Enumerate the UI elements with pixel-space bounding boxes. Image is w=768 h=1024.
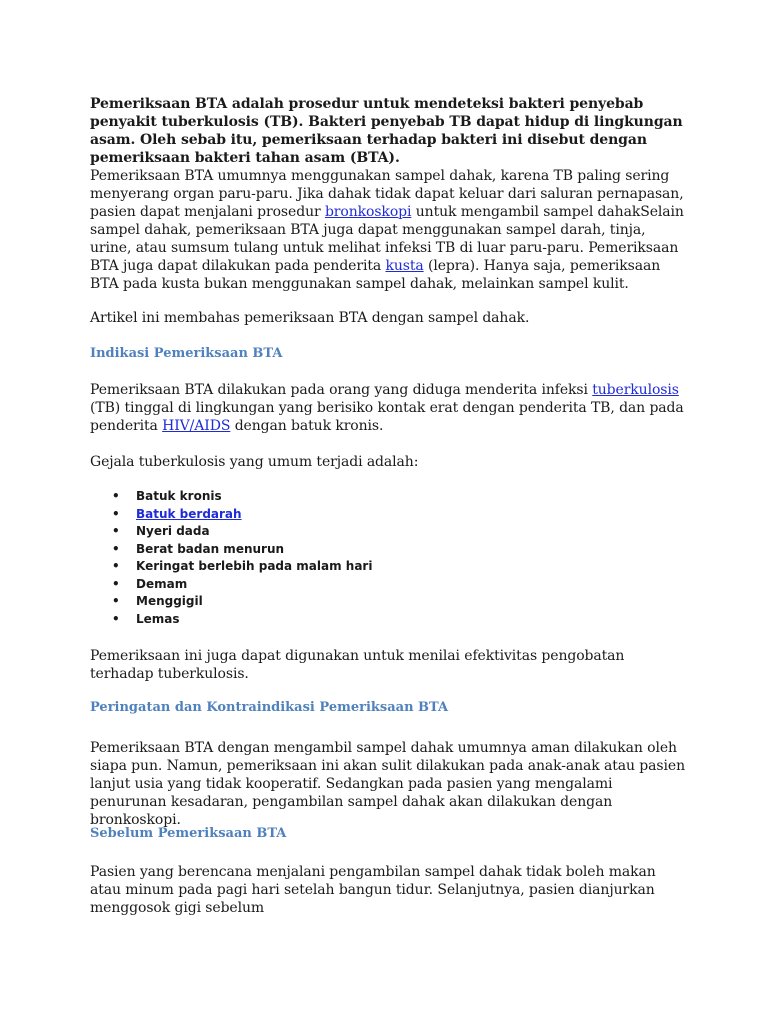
symptom-list xyxy=(90,488,372,628)
list-item xyxy=(90,558,372,576)
symptom-label: Berat badan menurun xyxy=(136,541,285,556)
bullet-icon: • xyxy=(112,611,120,626)
heading-sebelum: Sebelum Pemeriksaan BTA xyxy=(90,826,287,841)
symptom-label: Batuk kronis xyxy=(136,489,222,503)
symptom-label: Keringat berlebih pada malam hari xyxy=(136,559,373,573)
link-bronkoskopi[interactable]: bronkoskopi xyxy=(324,204,412,220)
list-item xyxy=(90,576,372,594)
intro-p2-text-3: (lepra). Hanya saja, pemeriksaan BTA pada kusta bukan menggunakan sampel dahak, melainkan sampel kulit. xyxy=(90,258,661,292)
bullet-icon: • xyxy=(112,541,120,556)
intro-p2-text-1: Pemeriksaan BTA umumnya menggunakan sampel dahak, karena TB paling sering menyerang organ paru-paru. Jika dahak tidak dapat keluar dari saluran pernapasan, pasien dapat menjalani prosedur xyxy=(90,168,684,220)
link-hiv-aids[interactable]: HIV/AIDS xyxy=(162,418,231,434)
list-item xyxy=(90,488,372,506)
list-item xyxy=(90,593,372,611)
bullet-icon: • xyxy=(112,524,120,538)
bullet-icon: • xyxy=(112,559,120,573)
symptom-label: Lemas xyxy=(136,611,180,626)
sebelum-paragraph-1: Pasien yang berencana menjalani pengambilan sampel dahak tidak boleh makan atau minum pada pagi hari setelah bangun tidur. Selanjutnya, pasien dianjurkan menggosok gigi sebelum xyxy=(90,864,656,916)
bullet-icon: • xyxy=(112,594,120,608)
bullet-icon: • xyxy=(112,489,120,503)
intro-paragraph-3: Artikel ini membahas pemeriksaan BTA dengan sampel dahak. xyxy=(90,310,530,326)
peringatan-paragraph-1: Pemeriksaan BTA dengan mengambil sampel dahak umumnya aman dilakukan oleh siapa pun. Namun, pemeriksaan ini akan sulit dilakukan pada anak-anak atau pasien lanjut usia yang tidak kooperatif. Sedangkan pada pasien yang mengalami penurunan kesadaran, pengambilan sampel dahak akan dilakukan dengan bronkoskopi. xyxy=(90,740,685,828)
list-item xyxy=(90,523,372,541)
intro-p2-text-2: untuk mengambil sampel dahakSelain sampel dahak, pemeriksaan BTA juga dapat menggunakan sampel darah, tinja, urine, atau sumsum tulang untuk melihat infeksi TB di luar paru-paru. Pemeriksaan BTA juga dapat dilakukan pada penderita xyxy=(90,204,684,274)
symptom-label: Demam xyxy=(136,576,188,591)
indikasi-paragraph-1 xyxy=(90,381,690,435)
bullet-icon: • xyxy=(112,576,120,591)
indikasi-p1-text-3: dengan batuk kronis. xyxy=(230,418,384,434)
indikasi-p1-text-2: (TB) tinggal di lingkungan yang berisiko kontak erat dengan penderita TB, dan pada penderita xyxy=(90,400,684,434)
intro-paragraph-2 xyxy=(90,167,690,293)
link-kusta[interactable]: kusta xyxy=(385,258,424,274)
list-item xyxy=(90,506,372,524)
bullet-icon: • xyxy=(112,506,120,521)
indikasi-paragraph-3: Pemeriksaan ini juga dapat digunakan untuk menilai efektivitas pengobatan terhadap tuberkulosis. xyxy=(90,648,625,682)
indikasi-paragraph-2: Gejala tuberkulosis yang umum terjadi adalah: xyxy=(90,454,419,470)
intro-bold-paragraph: Pemeriksaan BTA adalah prosedur untuk mendeteksi bakteri penyebab penyakit tuberkulosis (TB). Bakteri penyebab TB dapat hidup di lingkungan asam. Oleh sebab itu, pemeriksaan terhadap bakteri ini disebut dengan pemeriksaan bakteri tahan asam (BTA). xyxy=(90,96,683,166)
symptom-label: Menggigil xyxy=(136,594,203,608)
list-item xyxy=(90,611,372,629)
list-item xyxy=(90,541,372,559)
indikasi-p1-text-1: Pemeriksaan BTA dilakukan pada orang yang diduga menderita infeksi xyxy=(90,382,593,398)
link-tuberkulosis[interactable]: tuberkulosis xyxy=(592,382,679,398)
heading-indikasi: Indikasi Pemeriksaan BTA xyxy=(90,346,283,361)
symptom-label: Nyeri dada xyxy=(136,524,210,538)
heading-peringatan: Peringatan dan Kontraindikasi Pemeriksaan BTA xyxy=(90,700,449,715)
link-batuk-berdarah[interactable]: Batuk berdarah xyxy=(136,506,242,521)
